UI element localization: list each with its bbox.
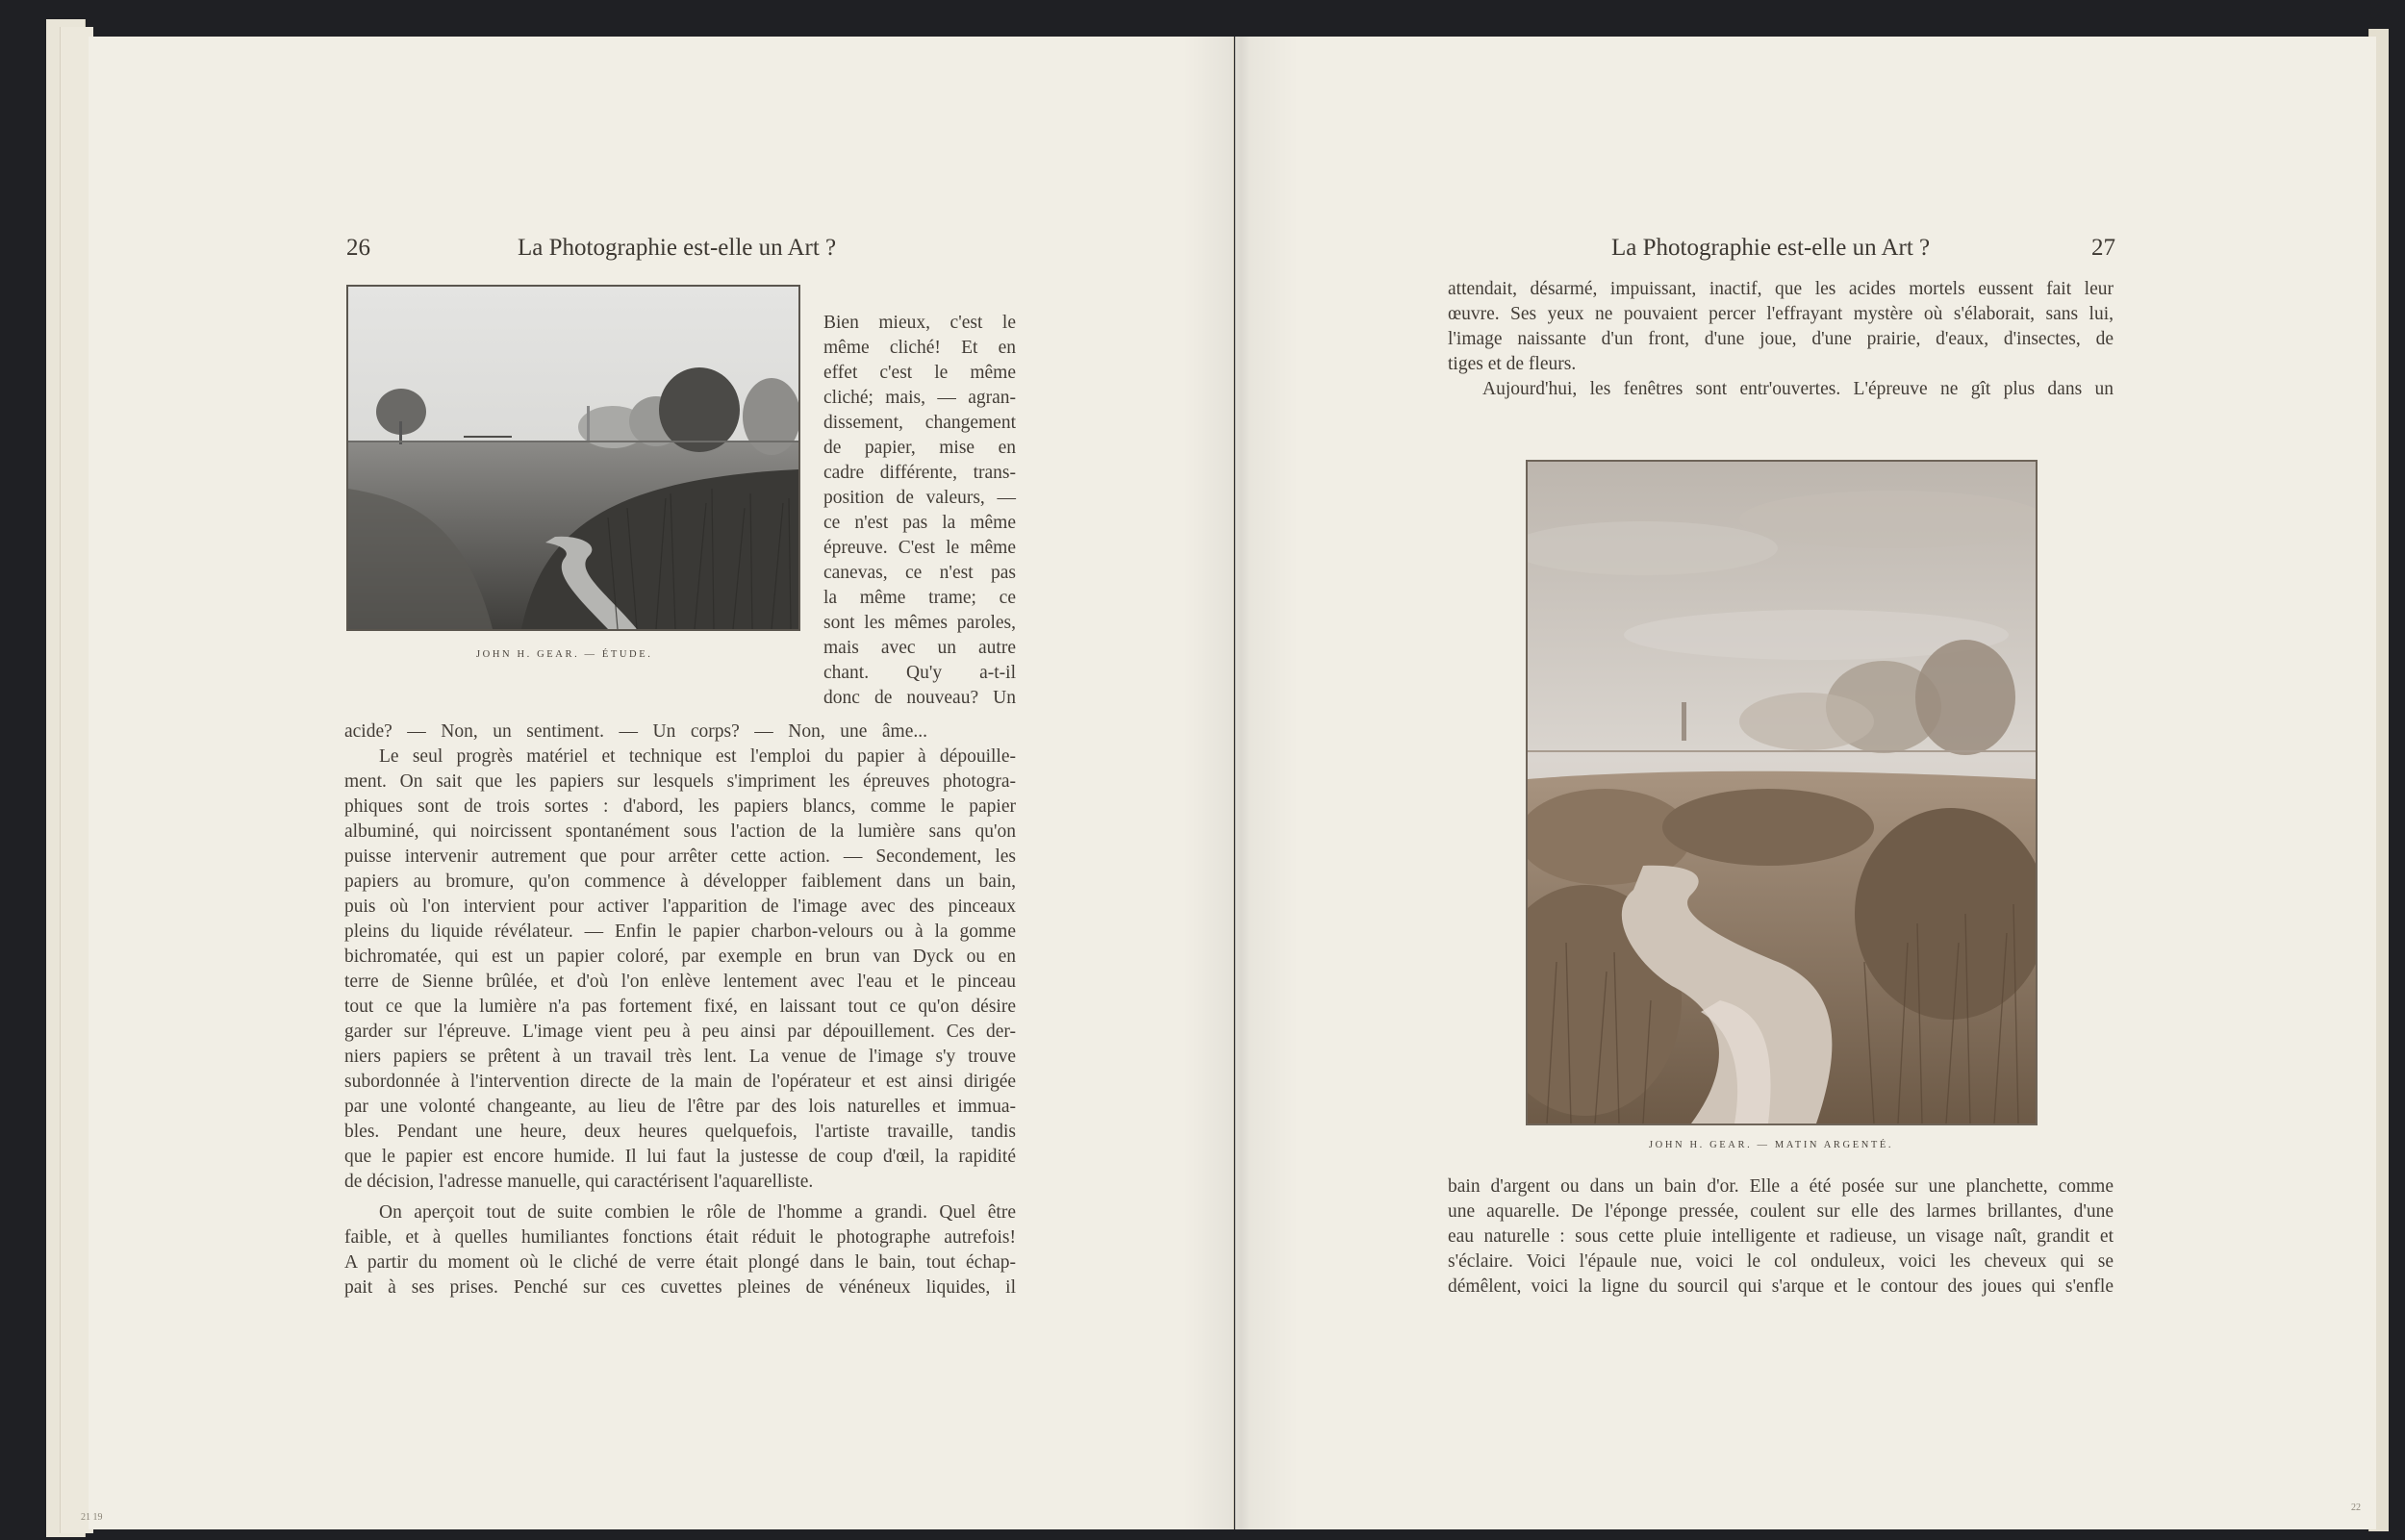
column-line: de papier, mise en (823, 438, 1016, 458)
body-line: de décision, l'adresse manuelle, qui caractérisent l'aquarelliste. (344, 1172, 814, 1192)
column-line: Bien mieux, c'est le (823, 313, 1016, 333)
column-line: mais avec un autre (823, 638, 1016, 658)
body-line: œuvre. Ses yeux ne pouvaient percer l'effrayant mystère où s'élaborait, sans lui, (1448, 304, 2114, 324)
margin-note-left: 21 19 (81, 1512, 103, 1523)
caption-matin-argente: JOHN H. GEAR. — MATIN ARGENTÉ. (1649, 1140, 1894, 1150)
column-line: dissement, changement (823, 413, 1016, 433)
running-head-right: La Photographie est-elle un Art ? (1611, 235, 1931, 261)
column-line: épreuve. C'est le même (823, 538, 1016, 558)
left-page (81, 37, 1234, 1529)
photo-etude (346, 285, 800, 631)
column-line: sont les mêmes paroles, (823, 613, 1016, 633)
body-line: Le seul progrès matériel et technique est l'emploi du papier à dépouille- (379, 746, 1016, 767)
body-line: tout ce que la lumière n'a pas fortement fixé, en laissant tout ce qu'on désire (344, 997, 1016, 1017)
body-line: faible, et à quelles humiliantes fonctions était réduit le photographe autrefois! (344, 1227, 1016, 1248)
body-line: bichromatée, qui est un papier coloré, par exemple en brun van Dyck ou en (344, 947, 1016, 967)
body-line: eau naturelle : sous cette pluie intelligente et radieuse, un visage naît, grandit et (1448, 1226, 2114, 1247)
column-line: effet c'est le même (823, 363, 1016, 383)
body-line: attendait, désarmé, impuissant, inactif, que les acides mortels eussent fait leur (1448, 279, 2114, 299)
column-line: chant. Qu'y a-t-il (823, 663, 1016, 683)
column-line: canevas, ce n'est pas (823, 563, 1016, 583)
column-line: cliché; mais, — agran- (823, 388, 1016, 408)
body-line: acide? — Non, un sentiment. — Un corps? — Non, une âme... (344, 721, 927, 742)
column-line: cadre différente, trans- (823, 463, 1016, 483)
column-line: la même trame; ce (823, 588, 1016, 608)
body-line: albuminé, qui noircissent spontanément sous l'action de la lumière sans qu'on (344, 821, 1016, 842)
body-line: s'éclaire. Voici l'épaule nue, voici le col onduleux, voici les cheveux qui se (1448, 1251, 2114, 1272)
column-line: position de valeurs, — (823, 488, 1016, 508)
body-line: niers papiers se prêtent à un travail très lent. La venue de l'image s'y trouve (344, 1047, 1016, 1067)
body-line: terre de Sienne brûlée, et d'où l'on enlève lentement avec l'eau et le pinceau (344, 972, 1016, 992)
body-line: Aujourd'hui, les fenêtres sont entr'ouvertes. L'épreuve ne gît plus dans un (1482, 379, 2114, 399)
body-line: une aquarelle. De l'éponge pressée, coulent sur elle des larmes brillantes, d'une (1448, 1201, 2114, 1222)
page-number-left: 26 (346, 235, 370, 261)
column-line: même cliché! Et en (823, 338, 1016, 358)
body-line: puisse intervenir autrement que pour arrêter cette action. — Secondement, les (344, 846, 1016, 867)
column-line: donc de nouveau? Un (823, 688, 1016, 708)
body-line: que le papier est encore humide. Il lui faut la justesse de coup d'œil, la rapidité (344, 1147, 1016, 1167)
body-line: pait à ses prises. Penché sur ces cuvettes pleines de vénéneux liquides, il (344, 1277, 1016, 1298)
body-line: A partir du moment où le cliché de verre était plongé dans le bain, tout échap- (344, 1252, 1016, 1273)
column-line: ce n'est pas la même (823, 513, 1016, 533)
page-number-right: 27 (2091, 235, 2115, 261)
photo-matin-argente (1526, 460, 2038, 1125)
body-line: bain d'argent ou dans un bain d'or. Elle a été posée sur une planchette, comme (1448, 1176, 2114, 1197)
running-head-left: La Photographie est-elle un Art ? (518, 235, 837, 261)
body-line: papiers au bromure, qu'on commence à développer faiblement dans un bain, (344, 871, 1016, 892)
body-line: pleins du liquide révélateur. — Enfin le papier charbon-velours ou à la gomme (344, 921, 1016, 942)
body-line: puis où l'on intervient pour activer l'apparition de l'image avec des pinceaux (344, 896, 1016, 917)
margin-note-right: 22 (2351, 1502, 2361, 1513)
body-line: ment. On sait que les papiers sur lesquels s'impriment les épreuves photogra- (344, 771, 1016, 792)
body-line: démêlent, voici la ligne du sourcil qui s'arque et le contour des joues qui s'enfle (1448, 1276, 2114, 1297)
body-line: par une volonté changeante, au lieu de l'être par des lois naturelles et immua- (344, 1097, 1016, 1117)
body-line: subordonnée à l'intervention directe de la main de l'opérateur et est ainsi dirigée (344, 1072, 1016, 1092)
body-line: garder sur l'épreuve. L'image vient peu à peu ainsi par dépouillement. Ces der- (344, 1022, 1016, 1042)
caption-etude: JOHN H. GEAR. — ÉTUDE. (476, 649, 653, 660)
body-line: l'image naissante d'un front, d'une joue, d'une prairie, d'eaux, d'insectes, de (1448, 329, 2114, 349)
body-line: On aperçoit tout de suite combien le rôle de l'homme a grandi. Quel être (379, 1202, 1016, 1223)
right-page (1235, 37, 2376, 1529)
body-line: bles. Pendant une heure, deux heures quelquefois, l'artiste travaille, tandis (344, 1122, 1016, 1142)
body-line: phiques sont de trois sortes : d'abord, les papiers blancs, comme le papier (344, 796, 1016, 817)
body-line: tiges et de fleurs. (1448, 354, 1577, 374)
